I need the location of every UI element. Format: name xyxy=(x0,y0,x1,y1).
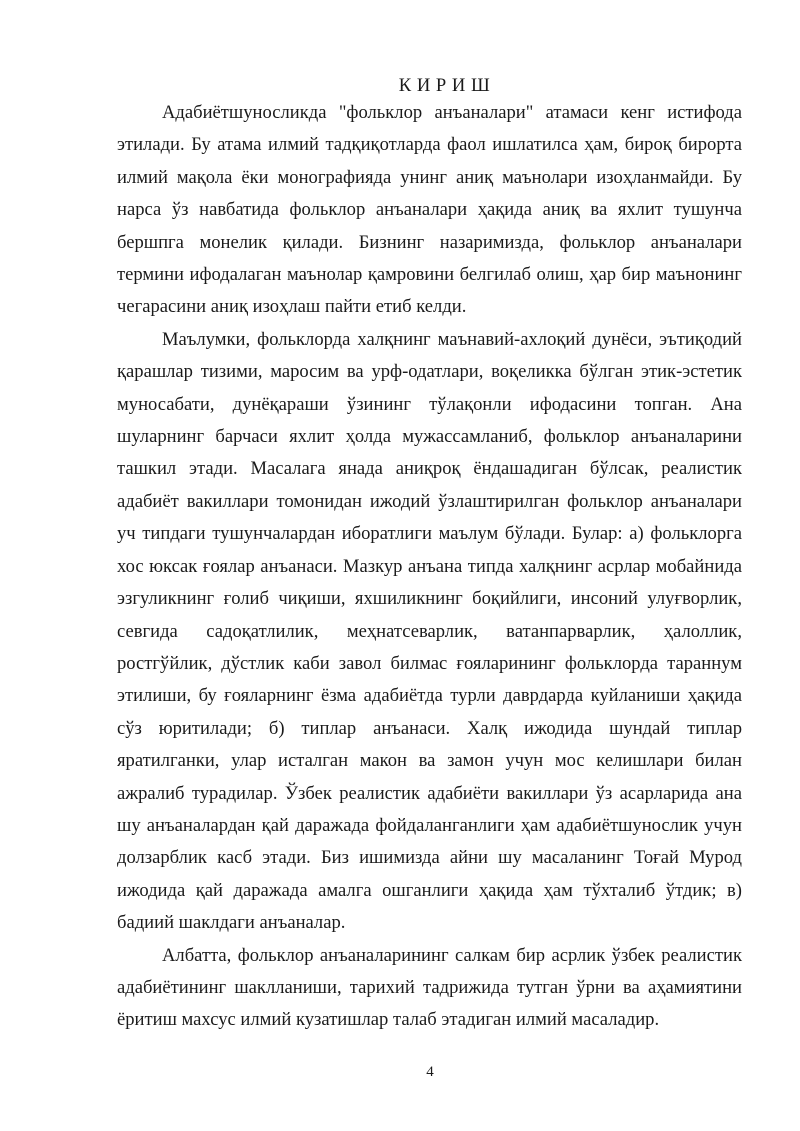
page-number: 4 xyxy=(426,1064,434,1080)
paragraph-2: Маълумки, фольклорда халқнинг маънавий-ахлоқий дунёси, эътиқодий қарашлар тизими, маросим ва урф-одатлари, воқеликка бўлган этик-эстетик муносабати, дунёқараши ўзининг тўлақонли ифодасини топган. Ана шуларнинг барчаси яхлит ҳолда мужассамланиб, фольклор анъаналарини ташкил этади. Масалага янада аниқроқ ёндашадиган бўлсак, реалистик адабиёт вакиллари томонидан ижодий ўзлаштирилган фольклор анъаналари уч типдаги тушунчалардан иборатлиги маълум бўлади. Булар: а) фольклорга хос юксак ғоялар анъанаси. Мазкур анъана типда халқнинг асрлар мобайнида эзгуликнинг ғолиб чиқиши, яхшиликнинг боқийлиги, инсоний улуғворлик, севгида садоқатлилик, меҳнатсеварлик, ватанпарварлик, ҳалоллик, ростгўйлик, дўстлик каби завол билмас ғояларининг фольклорда тараннум этилиши, бу ғояларнинг ёзма адабиётда турли даврдарда куйланиши ҳақида сўз юритилади; б) типлар анъанаси. Халқ ижодида шундай типлар яратилганки, улар исталган макон ва замон учун мос келишлари билан ажралиб турадилар. Ўзбек реалистик адабиёти вакиллари ўз асарларида ана шу анъаналардан қай даражада фойдаланганлиги ҳам адабиётшунослик учун долзарблик касб этади. Биз ишимизда айни шу масаланинг Тоғай Мурод ижодида қай даражада амалга ошганлиги ҳақида ҳам тўхталиб ўтдик; в) бадиий шаклдаги анъаналар. xyxy=(117,328,742,934)
paragraph-3: Албатта, фольклор анъаналарининг салкам бир асрлик ўзбек реалистик адабиётининг шаклланиши, тарихий тадрижида тутган ўрни ва аҳамиятини ёритиш махсус илмий кузатишлар талаб этадиган илмий масаладир. xyxy=(117,944,742,1031)
page-title: К И Р И Ш xyxy=(398,75,491,96)
paragraph-1: Адабиётшуносликда "фольклор анъаналари" атамаси кенг истифода этилади. Бу атама илмий тадқиқотларда фаол ишлатилса ҳам, бироқ бирорта илмий мақола ёки монографияда унинг аниқ маънолари изоҳланмайди. Бу нарса ўз навбатида фольклор анъаналари ҳақида аниқ ва яхлит тушунча бершпга монелик қилади. Бизнинг назаримизда, фольклор анъаналари термини ифодалаган маънолар қамровини белгилаб олиш, ҳар бир маънонинг чегарасини аниқ изоҳлаш пайти етиб келди. xyxy=(117,102,742,318)
document-page xyxy=(117,75,742,1037)
